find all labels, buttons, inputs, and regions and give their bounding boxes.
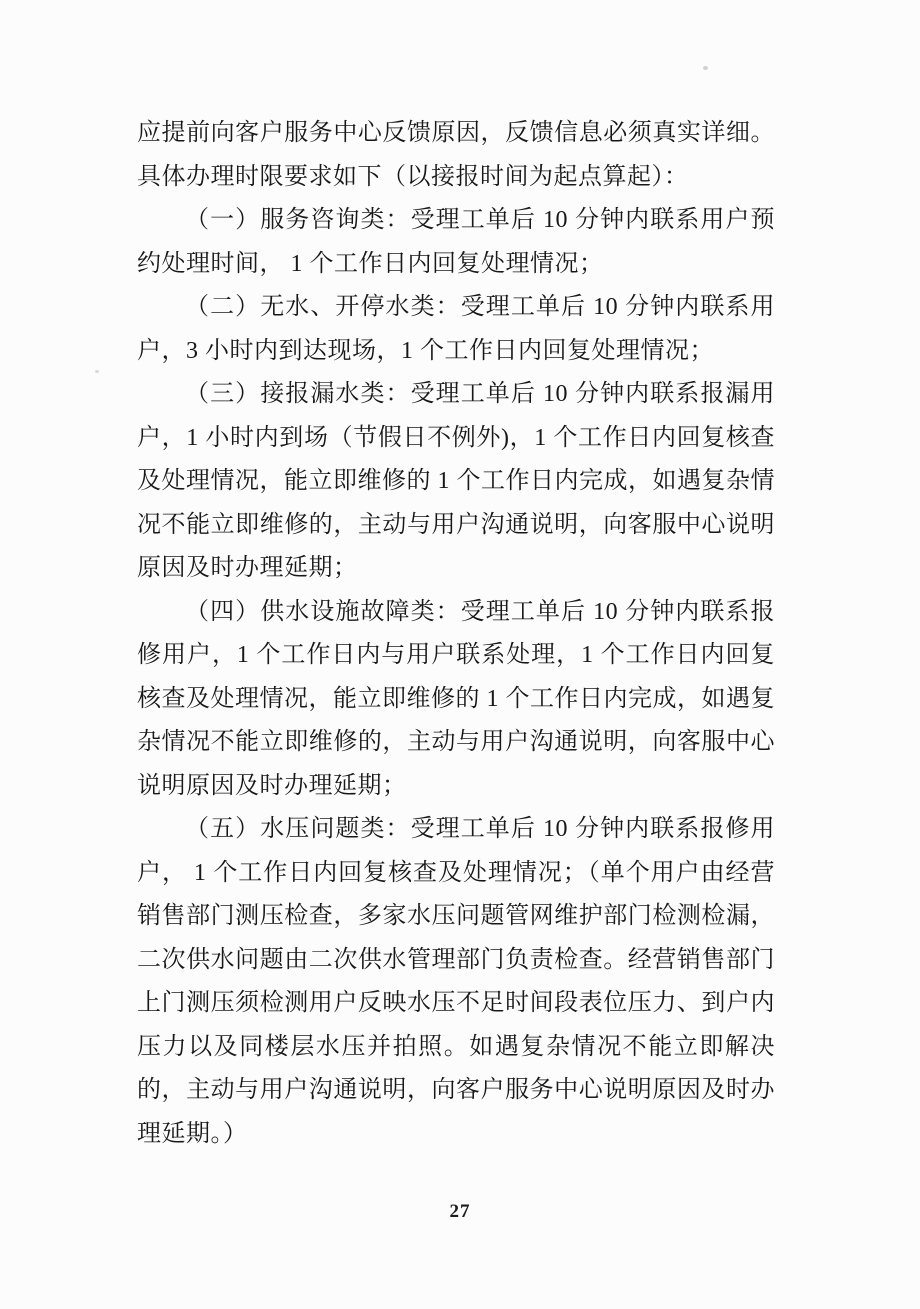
text-line: 具体办理时限要求如下（以接报时间为起点算起）： [137, 163, 689, 190]
text-line: （三）接报漏水类：受理工单后 10 分钟内联系报漏用 [185, 381, 775, 407]
paragraph-item-5-water-pressure [137, 808, 775, 1156]
text-line: （二）无水、开停水类：受理工单后 10 分钟内联系用 [185, 294, 775, 320]
text-line: （一）服务咨询类：受理工单后 10 分钟内联系用户预 [185, 207, 775, 233]
text-line: 约处理时间， 1 个工作日内回复处理情况； [137, 250, 604, 277]
text-line: 说明原因及时办理延期； [137, 772, 407, 799]
text-line: 户， 1 个工作日内回复核查及处理情况；（单个用户由经营 [137, 859, 775, 886]
text-line: 压力以及同楼层水压并拍照。如遇复杂情况不能立即解决 [137, 1033, 775, 1060]
paragraph-intro [137, 112, 775, 199]
text-line: 应提前向客户服务中心反馈原因，反馈信息必须真实详细。 [137, 120, 775, 146]
scan-speck [703, 66, 708, 70]
text-line: 户，3 小时内到达现场，1 个工作日内回复处理情况； [137, 337, 714, 364]
text-line: （四）供水设施故障类：受理工单后 10 分钟内联系报 [185, 598, 775, 625]
text-line: 户，1 小时内到场（节假日不例外)，1 个工作日内回复核查 [137, 424, 775, 451]
paragraph-item-4-water-facility-fault [137, 591, 775, 809]
paragraph-item-2-no-water-stoppage [137, 286, 775, 373]
text-line: （五）水压问题类：受理工单后 10 分钟内联系报修用 [185, 816, 775, 842]
text-line: 原因及时办理延期； [137, 555, 358, 581]
paragraph-item-1-service-consultation [137, 199, 775, 286]
text-line: 杂情况不能立即维修的，主动与用户沟通说明，向客服中心 [137, 729, 775, 755]
paragraph-item-3-leak-report [137, 373, 775, 591]
text-line: 修用户，1 个工作日内与用户联系处理，1 个工作日内回复 [137, 642, 775, 668]
text-line: 及处理情况，能立即维修的 1 个工作日内完成，如遇复杂情 [137, 468, 775, 494]
document-body [137, 112, 775, 1156]
text-line: 的，主动与用户沟通说明，向客户服务中心说明原因及时办 [137, 1077, 775, 1103]
scan-speck [95, 370, 99, 373]
page-number: 27 [449, 1201, 471, 1222]
text-line: 理延期。） [137, 1120, 248, 1147]
text-line: 二次供水问题由二次供水管理部门负责检查。经营销售部门 [137, 946, 775, 973]
text-line: 核查及处理情况，能立即维修的 1 个工作日内完成，如遇复 [137, 685, 775, 712]
text-line: 况不能立即维修的，主动与用户沟通说明，向客服中心说明 [137, 511, 775, 538]
text-line: 销售部门测压检查，多家水压问题管网维护部门检测检漏， [137, 903, 775, 929]
text-line: 上门测压须检测用户反映水压不足时间段表位压力、到户内 [137, 990, 775, 1016]
